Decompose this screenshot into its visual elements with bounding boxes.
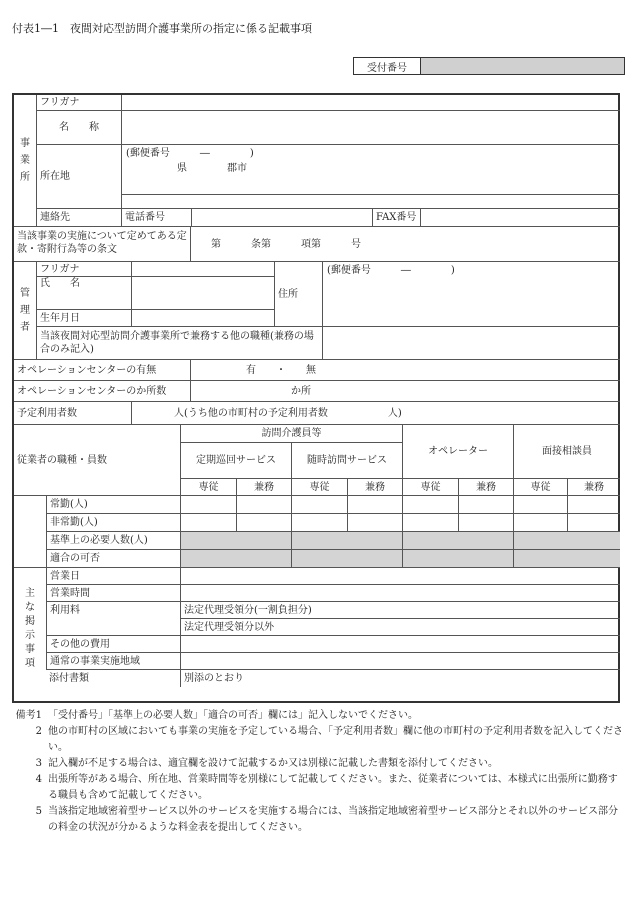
staff-header-parttime: 兼務 — [567, 478, 620, 495]
manager-address-field[interactable] — [322, 261, 620, 326]
note-number: 備考1 — [15, 710, 42, 721]
staff-cell[interactable] — [458, 495, 513, 513]
manager-concurrent-label: 当該夜間対応型訪問介護事業所で兼務する他の職種(兼務の場合のみ記入) — [36, 326, 322, 359]
note-number: 5 — [35, 806, 42, 817]
business-hours-field[interactable] — [180, 584, 620, 601]
staff-cell[interactable] — [458, 513, 513, 531]
staff-cell[interactable] — [513, 513, 567, 531]
business-days-field[interactable] — [180, 567, 620, 584]
service-area-field[interactable] — [180, 652, 620, 669]
note-text: 出張所等がある場合、所在地、営業時間等を別様にして記載してください。また、従業者については、本様式に出張所に勤務する職員も含めて記載してください。 — [48, 774, 618, 801]
operation-count-field[interactable]: か所 — [190, 380, 338, 401]
staff-gray-cell — [402, 531, 513, 549]
note-text: 他の市町村の区域においても事業の実施を予定している場合、「予定利用者数」欄に他の市町村の予定利用者数を記入してください。 — [48, 726, 623, 753]
fees-legal-portion[interactable]: 法定代理受領分(一割負担分) — [180, 601, 620, 618]
manager-name-field[interactable] — [131, 276, 274, 309]
note-text: 「受付番号」「基準上の必要人数」「適合の可否」欄には」記入しないでください。 — [48, 710, 418, 721]
note-number: 4 — [35, 774, 42, 785]
staff-row-fulltime-label: 常勤(人) — [46, 495, 180, 513]
staff-cell[interactable] — [402, 495, 458, 513]
staff-header-parttime: 兼務 — [458, 478, 513, 495]
staff-cell[interactable] — [180, 495, 236, 513]
staff-row-parttime-label: 非常勤(人) — [46, 513, 180, 531]
staff-periodic-header: 定期巡回サービス — [180, 442, 291, 478]
manager-birthdate-field[interactable] — [131, 309, 274, 326]
staff-rows-indent — [14, 495, 46, 567]
staff-header-fulltime: 専従 — [180, 478, 236, 495]
note-item — [12, 708, 624, 724]
staff-label: 従業者の職種・員数 — [14, 424, 180, 495]
staff-gray-cell — [180, 549, 291, 567]
staff-gray-cell — [513, 549, 620, 567]
office-address-line2[interactable] — [121, 194, 620, 208]
receipt-number-field[interactable] — [421, 58, 625, 75]
office-name-field[interactable] — [121, 110, 620, 144]
attached-docs-label: 添付書類 — [46, 669, 180, 687]
manager-furigana-field[interactable] — [131, 261, 274, 276]
office-phone-label: 電話番号 — [121, 208, 191, 226]
staff-gray-cell — [180, 531, 291, 549]
office-name-label: 名 称 — [36, 110, 121, 144]
staff-header-parttime: 兼務 — [236, 478, 291, 495]
form-title: 付表1―1 夜間対応型訪問介護事業所の指定に係る記載事項 — [12, 22, 312, 35]
planned-users-field[interactable]: 人(うち他の市町村の予定利用者数 人) — [131, 401, 620, 424]
note-item — [12, 804, 624, 836]
operation-count-label: オペレーションセンターのか所数 — [14, 380, 190, 401]
bylaws-blank-area — [340, 226, 620, 261]
note-text: 当該指定地域密着型サービス以外のサービスを実施する場合には、当該指定地域密着型サービス部分とそれ以外のサービス部分の料金の状況が分かるような料金表を提出してください。 — [48, 806, 618, 833]
manager-address-label: 住所 — [274, 261, 322, 326]
office-fax-field[interactable] — [420, 208, 620, 226]
office-fax-label: FAX番号 — [372, 208, 420, 226]
manager-birthdate-label: 生年月日 — [36, 309, 131, 326]
operation-count-blank — [338, 380, 620, 401]
operation-center-label: オペレーションセンターの有無 — [14, 359, 190, 380]
staff-cell[interactable] — [347, 495, 402, 513]
staff-gray-cell — [402, 549, 513, 567]
staff-cell[interactable] — [236, 513, 291, 531]
staff-cell[interactable] — [567, 513, 620, 531]
office-prefecture-city: 県 郡市 — [177, 163, 247, 174]
business-days-label: 営業日 — [46, 567, 180, 584]
staff-home-care-header: 訪問介護員等 — [180, 424, 402, 442]
office-contact-label: 連絡先 — [36, 208, 121, 226]
bylaws-label: 当該事業の実施について定めてある定款・寄附行為等の条文 — [14, 226, 190, 261]
staff-gray-cell — [291, 531, 402, 549]
bylaws-article-field[interactable]: 第 条第 項第 号 — [190, 226, 340, 261]
office-section-label: 事 業 所 — [20, 138, 30, 183]
staff-header-fulltime: 専従 — [513, 478, 567, 495]
fees-other-portion[interactable]: 法定代理受領分以外 — [180, 618, 620, 635]
staff-cell[interactable] — [236, 495, 291, 513]
planned-users-label: 予定利用者数 — [14, 401, 131, 424]
note-number: 2 — [35, 726, 42, 737]
staff-header-parttime: 兼務 — [347, 478, 402, 495]
manager-concurrent-field[interactable] — [322, 326, 620, 359]
staff-row-compliance-label: 適合の可否 — [46, 549, 180, 567]
staff-gray-cell — [291, 549, 402, 567]
posted-section-label: 主 な 掲 示 事 項 — [14, 567, 46, 703]
manager-name-label: 氏 名 — [36, 276, 131, 309]
staff-cell[interactable] — [402, 513, 458, 531]
receipt-number-label: 受付番号 — [354, 58, 421, 75]
note-number: 3 — [35, 758, 42, 769]
notes-section — [12, 708, 624, 836]
staff-operator-header: オペレーター — [402, 424, 513, 478]
staff-header-fulltime: 専従 — [291, 478, 347, 495]
manager-postal-line: (郵便番号 ― ) — [327, 265, 455, 276]
staff-oncall-header: 随時訪問サービス — [291, 442, 402, 478]
office-furigana-field[interactable] — [121, 95, 620, 110]
staff-gray-cell — [513, 531, 620, 549]
staff-cell[interactable] — [291, 513, 347, 531]
receipt-number-box — [353, 57, 625, 75]
staff-interviewer-header: 面接相談員 — [513, 424, 620, 478]
manager-section-label: 管 理 者 — [14, 261, 36, 359]
other-costs-field[interactable] — [180, 635, 620, 652]
fees-label: 利用料 — [46, 601, 180, 635]
office-address-label: 所在地 — [36, 144, 121, 208]
operation-center-choice[interactable]: 有 ・ 無 — [190, 359, 338, 380]
staff-cell[interactable] — [291, 495, 347, 513]
staff-cell[interactable] — [513, 495, 567, 513]
note-text: 記入欄が不足する場合は、適宜欄を設けて記載するか又は別様に記載した書類を添付してください。 — [48, 758, 498, 769]
office-phone-field[interactable] — [191, 208, 372, 226]
staff-cell[interactable] — [567, 495, 620, 513]
other-costs-label: その他の費用 — [46, 635, 180, 652]
operation-center-blank — [338, 359, 620, 380]
main-form-table — [12, 93, 620, 703]
staff-header-fulltime: 専従 — [402, 478, 458, 495]
note-item — [12, 756, 624, 772]
manager-furigana-label: フリガナ — [36, 261, 131, 276]
staff-cell[interactable] — [347, 513, 402, 531]
office-furigana-label: フリガナ — [36, 95, 121, 110]
note-item — [12, 772, 624, 804]
business-hours-label: 営業時間 — [46, 584, 180, 601]
staff-row-required-label: 基準上の必要人数(人) — [46, 531, 180, 549]
office-postal-line: (郵便番号 ― ) — [126, 148, 254, 159]
attached-docs-value: 別添のとおり — [180, 669, 620, 687]
service-area-label: 通常の事業実施地域 — [46, 652, 180, 669]
note-item — [12, 724, 624, 756]
office-address-field[interactable] — [121, 144, 620, 194]
staff-cell[interactable] — [180, 513, 236, 531]
